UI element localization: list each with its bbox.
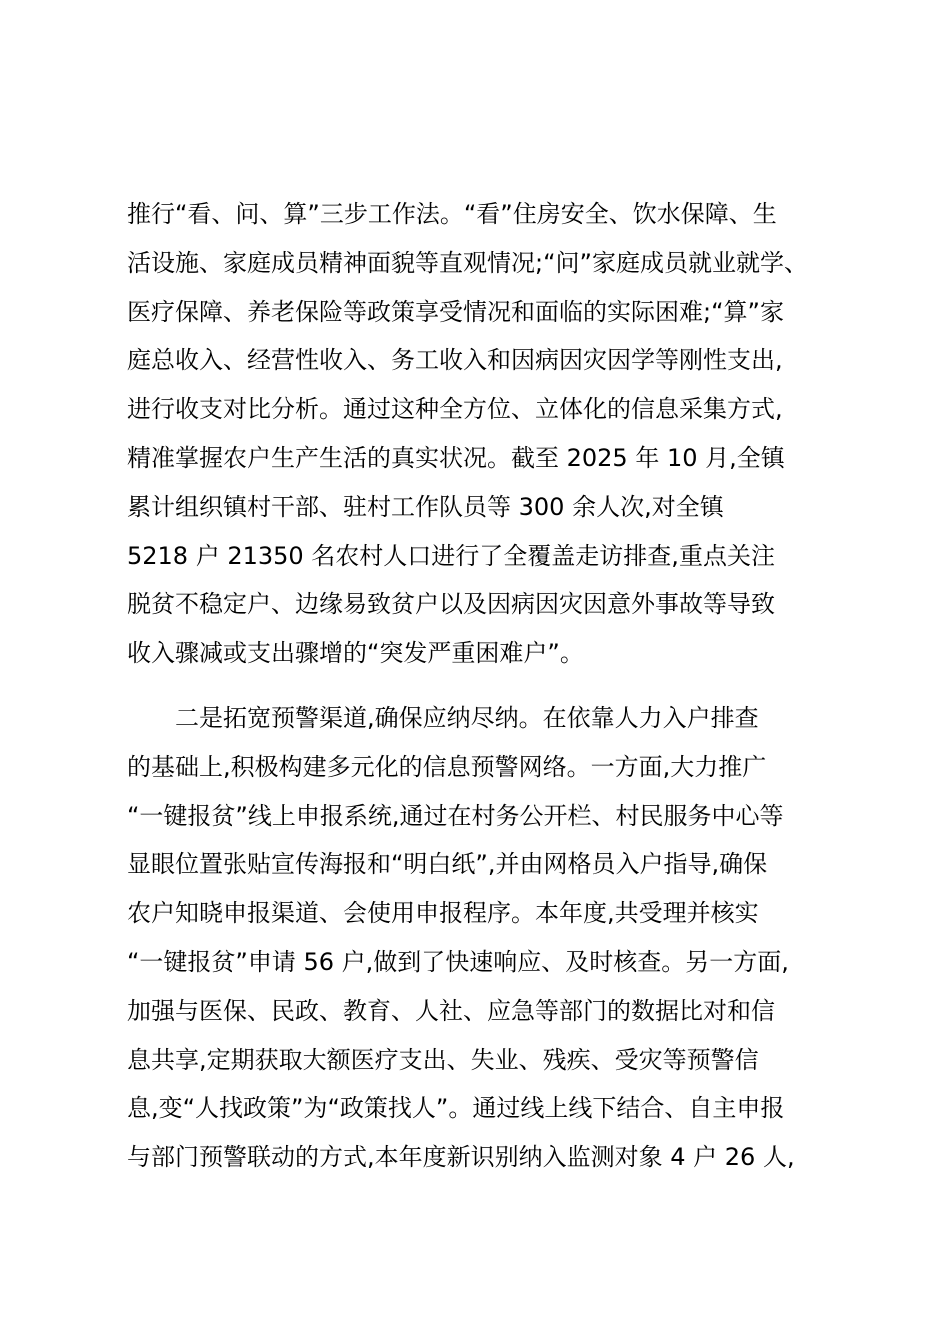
text-line: 息共享,定期获取大额医疗支出、失业、残疾、受灾等预警信: [127, 1045, 759, 1074]
text-line: 累计组织镇村干部、驻村工作队员等 300 余人次,对全镇: [127, 492, 724, 521]
text-line: 脱贫不稳定户、边缘易致贫户以及因病因灾因意外事故等导致: [127, 590, 775, 619]
text-line: 显眼位置张贴宣传海报和“明白纸”,并由网格员入户指导,确保: [127, 850, 768, 879]
text-line: 收入骤减或支出骤增的“突发严重困难户”。: [127, 639, 584, 668]
text-line: 二是拓宽预警渠道,确保应纳尽纳。在依靠人力入户排查: [127, 704, 759, 732]
paragraph-2: [127, 694, 847, 1182]
text-line: 的基础上,积极构建多元化的信息预警网络。一方面,大力推广: [127, 752, 767, 781]
text-line: 医疗保障、养老保险等政策享受情况和面临的实际困难;“算”家: [127, 297, 784, 326]
text-line: 庭总收入、经营性收入、务工收入和因病因灾因学等刚性支出,: [127, 346, 783, 375]
text-line: 与部门预警联动的方式,本年度新识别纳入监测对象 4 户 26 人,: [127, 1143, 795, 1172]
text-line: 5218 户 21350 名农村人口进行了全覆盖走访排查,重点关注: [127, 541, 775, 570]
text-line: 进行收支对比分析。通过这种全方位、立体化的信息采集方式,: [127, 395, 783, 424]
text-line: 精准掌握农户生产生活的真实状况。截至 2025 年 10 月,全镇: [127, 443, 785, 472]
text-line: 农户知晓申报渠道、会使用申报程序。本年度,共受理并核实: [127, 899, 759, 928]
text-line: 息,变“人找政策”为“政策找人”。通过线上线下结合、自主申报: [127, 1094, 785, 1123]
text-line: 推行“看、问、算”三步工作法。“看”住房安全、饮水保障、生: [127, 200, 777, 228]
text-line: “一键报贫”线上申报系统,通过在村务公开栏、村民服务中心等: [127, 801, 784, 830]
text-line: 加强与医保、民政、教育、人社、应急等部门的数据比对和信: [127, 996, 775, 1025]
text-line: “一键报贫”申请 56 户,做到了快速响应、及时核查。另一方面,: [127, 947, 789, 976]
paragraph-1: [127, 190, 847, 678]
text-line: 活设施、家庭成员精神面貌等直观情况;“问”家庭成员就业就学、: [127, 248, 808, 277]
